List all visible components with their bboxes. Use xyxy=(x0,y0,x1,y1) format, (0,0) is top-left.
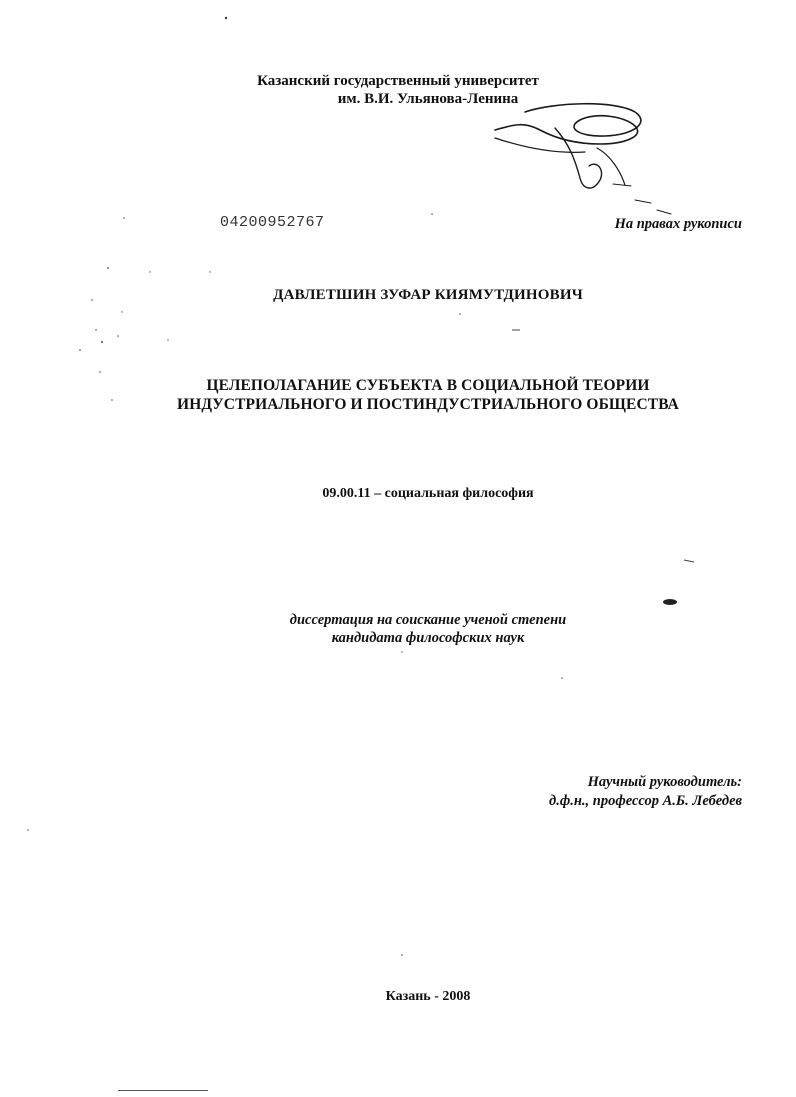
author-name: ДАВЛЕТШИН ЗУФАР КИЯМУТДИНОВИЧ xyxy=(273,287,583,303)
degree-line2: кандидата философских наук xyxy=(331,630,525,646)
thesis-title-line1: ЦЕЛЕПОЛАГАНИЕ СУБЪЕКТА В СОЦИАЛЬНОЙ ТЕОРИИ xyxy=(206,377,650,394)
place-and-year: Казань - 2008 xyxy=(385,989,471,1004)
degree-line1: диссертация на соискание ученой степени xyxy=(289,612,567,628)
specialty-code: 09.00.11 – социальная философия xyxy=(322,486,534,501)
university-name: Казанский государственный университет xyxy=(257,73,539,89)
bottom-rule xyxy=(118,1090,208,1091)
supervisor-label: Научный руководитель: xyxy=(587,774,742,790)
rights-note: На правах рукописи xyxy=(614,216,742,232)
university-name-line2: им. В.И. Ульянова-Ленина xyxy=(337,91,519,107)
supervisor-name: д.ф.н., профессор А.Б. Лебедев xyxy=(549,793,742,809)
thesis-title-line2: ИНДУСТРИАЛЬНОГО И ПОСТИНДУСТРИАЛЬНОГО ОБЩЕСТВА xyxy=(177,396,679,413)
document-number: 04200952767 xyxy=(220,214,325,231)
